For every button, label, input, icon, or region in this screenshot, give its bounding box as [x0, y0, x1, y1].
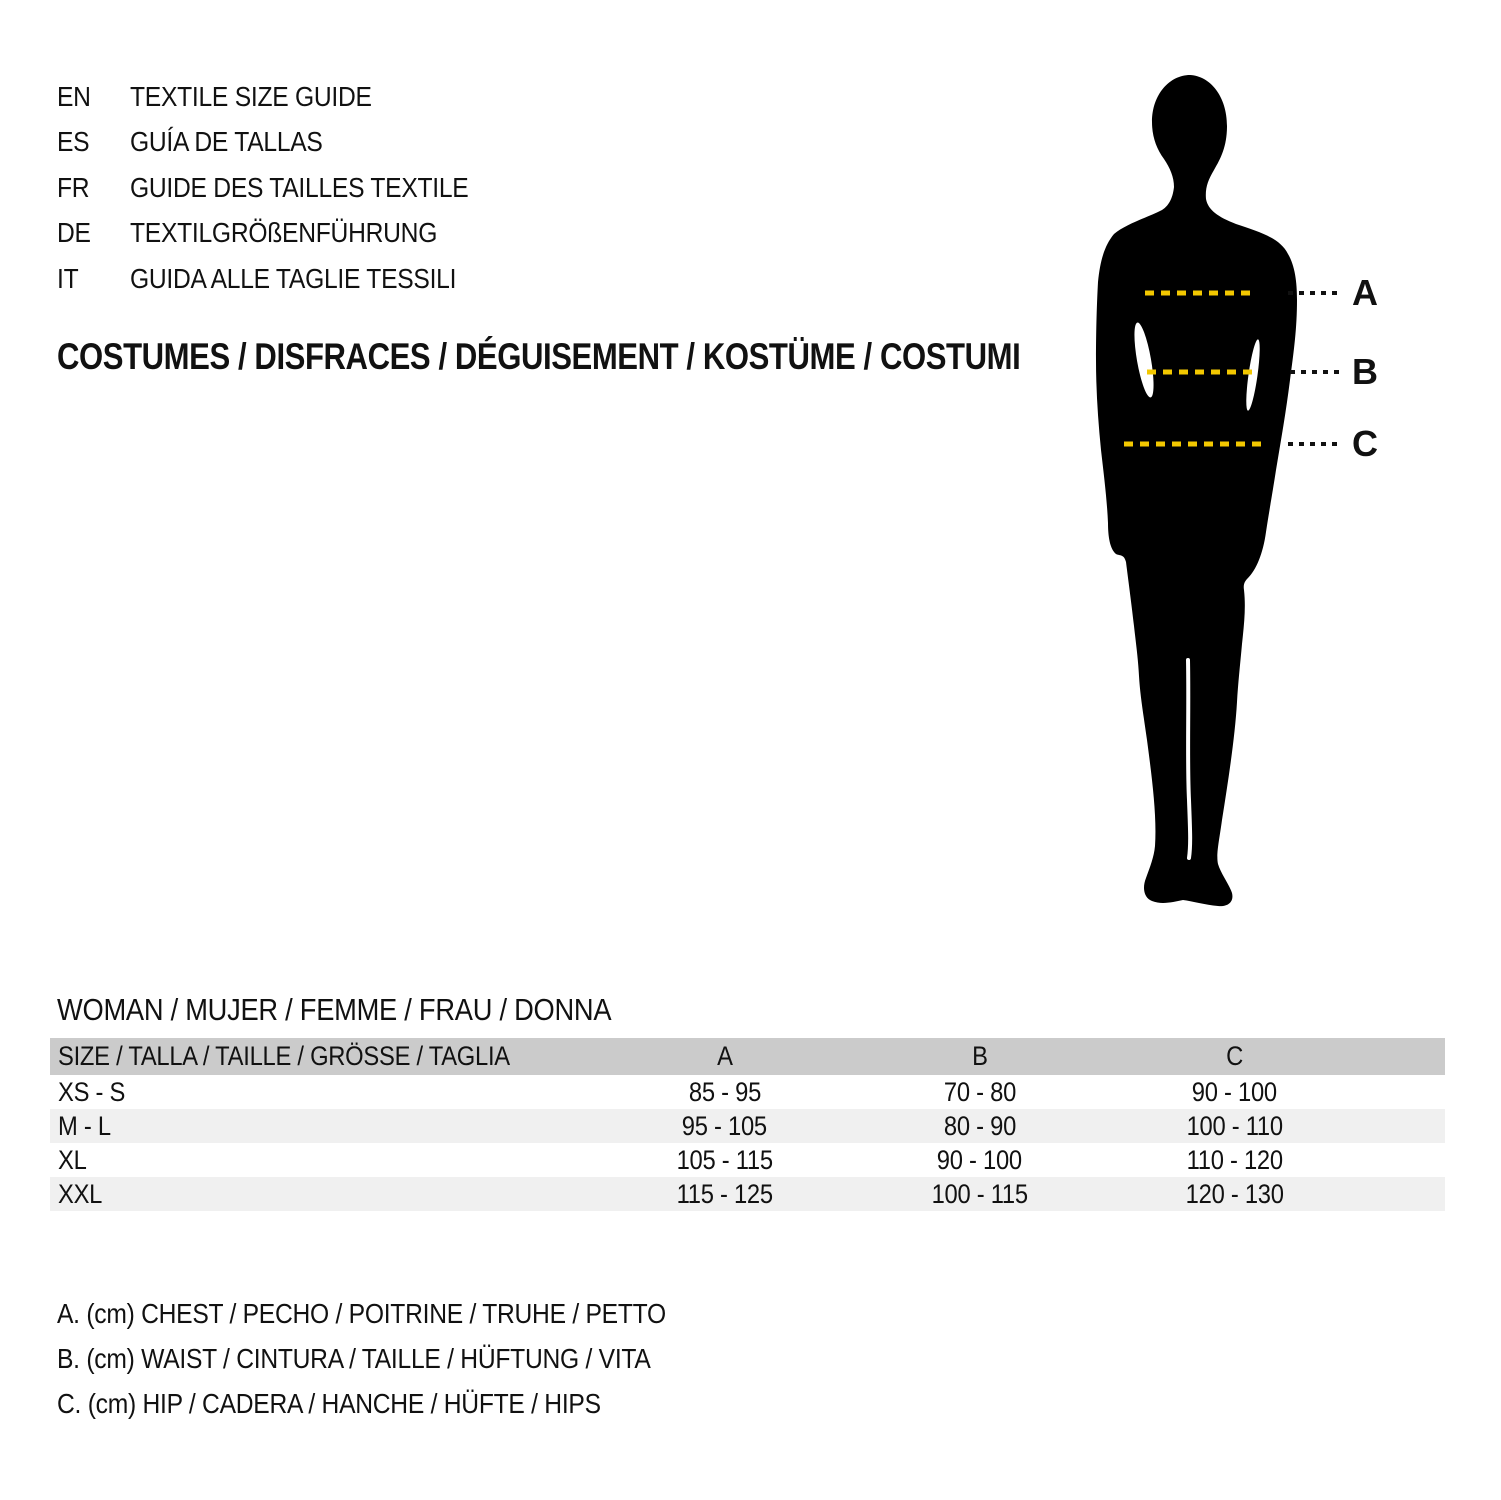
language-row-it [57, 256, 515, 302]
leg-gap [1188, 660, 1190, 858]
hip-range-cell: 110 - 120 [1186, 1144, 1283, 1175]
language-title: GUIDA ALLE TAGLIE TESSILI [130, 262, 457, 294]
language-code: ES [57, 126, 90, 158]
category-heading: COSTUMES / DISFRACES / DÉGUISEMENT / KOSTÜME / COSTUMI [57, 336, 1021, 377]
hip-range-cell: 90 - 100 [1191, 1076, 1278, 1107]
woman-silhouette [1096, 75, 1297, 906]
table-row [50, 1075, 1445, 1109]
waist-label: B [1352, 351, 1378, 392]
chest-range-cell: 85 - 95 [688, 1076, 761, 1107]
size-table-header-row [50, 1038, 1445, 1075]
filler-cell [1362, 1177, 1445, 1211]
language-title: GUÍA DE TALLAS [130, 126, 323, 158]
header-size-cell: SIZE / TALLA / TAILLE / GRÖSSE / TAGLIA [50, 1038, 597, 1075]
chest-range-cell: 95 - 105 [597, 1109, 852, 1143]
language-row-fr [57, 165, 515, 211]
waist-range-cell: 80 - 90 [852, 1109, 1107, 1143]
section-heading-woman: WOMAN / MUJER / FEMME / FRAU / DONNA [57, 992, 612, 1027]
legend-hip: C. (cm) HIP / CADERA / HANCHE / HÜFTE / HIPS [57, 1387, 601, 1419]
language-list [57, 74, 515, 302]
legend-chest: A. (cm) CHEST / PECHO / POITRINE / TRUHE / PETTO [57, 1297, 666, 1329]
hip-range-cell: 120 - 130 [1107, 1177, 1362, 1211]
language-code: FR [57, 171, 90, 203]
language-title: TEXTILGRÖßENFÜHRUNG [130, 217, 438, 249]
waist-range-cell: 100 - 115 [852, 1177, 1107, 1211]
waist-range-cell: 90 - 100 [936, 1144, 1023, 1175]
header-filler-cell [1362, 1038, 1445, 1075]
filler-cell [1362, 1143, 1445, 1177]
language-row-en [57, 74, 515, 120]
table-row [50, 1143, 1445, 1177]
language-code: IT [57, 262, 79, 294]
size-cell: XL [58, 1144, 87, 1175]
measurement-figure [1040, 60, 1420, 940]
filler-cell [1362, 1075, 1445, 1109]
language-title: GUIDE DES TAILLES TEXTILE [130, 171, 469, 203]
filler-cell [1362, 1109, 1445, 1143]
language-row-de [57, 211, 515, 257]
chest-label: A [1352, 272, 1378, 313]
measurement-legend [57, 1291, 749, 1426]
header-col-c: C [1107, 1038, 1362, 1075]
header-col-b: B [852, 1038, 1107, 1075]
hip-range-cell: 100 - 110 [1107, 1109, 1362, 1143]
chest-range-cell: 115 - 125 [597, 1177, 852, 1211]
language-code: DE [57, 217, 91, 249]
size-cell: XS - S [58, 1076, 126, 1107]
table-row [50, 1177, 1445, 1211]
language-title: TEXTILE SIZE GUIDE [130, 80, 372, 112]
hip-label: C [1352, 423, 1378, 464]
size-table [50, 1038, 1445, 1211]
language-row-es [57, 120, 515, 166]
chest-range-cell: 105 - 115 [676, 1144, 773, 1175]
size-cell: M - L [50, 1109, 597, 1143]
language-code: EN [57, 80, 91, 112]
table-row [50, 1109, 1445, 1143]
legend-waist: B. (cm) WAIST / CINTURA / TAILLE / HÜFTUNG / VITA [57, 1342, 651, 1374]
waist-range-cell: 70 - 80 [943, 1076, 1016, 1107]
size-cell: XXL [50, 1177, 597, 1211]
header-col-a: A [597, 1038, 852, 1075]
